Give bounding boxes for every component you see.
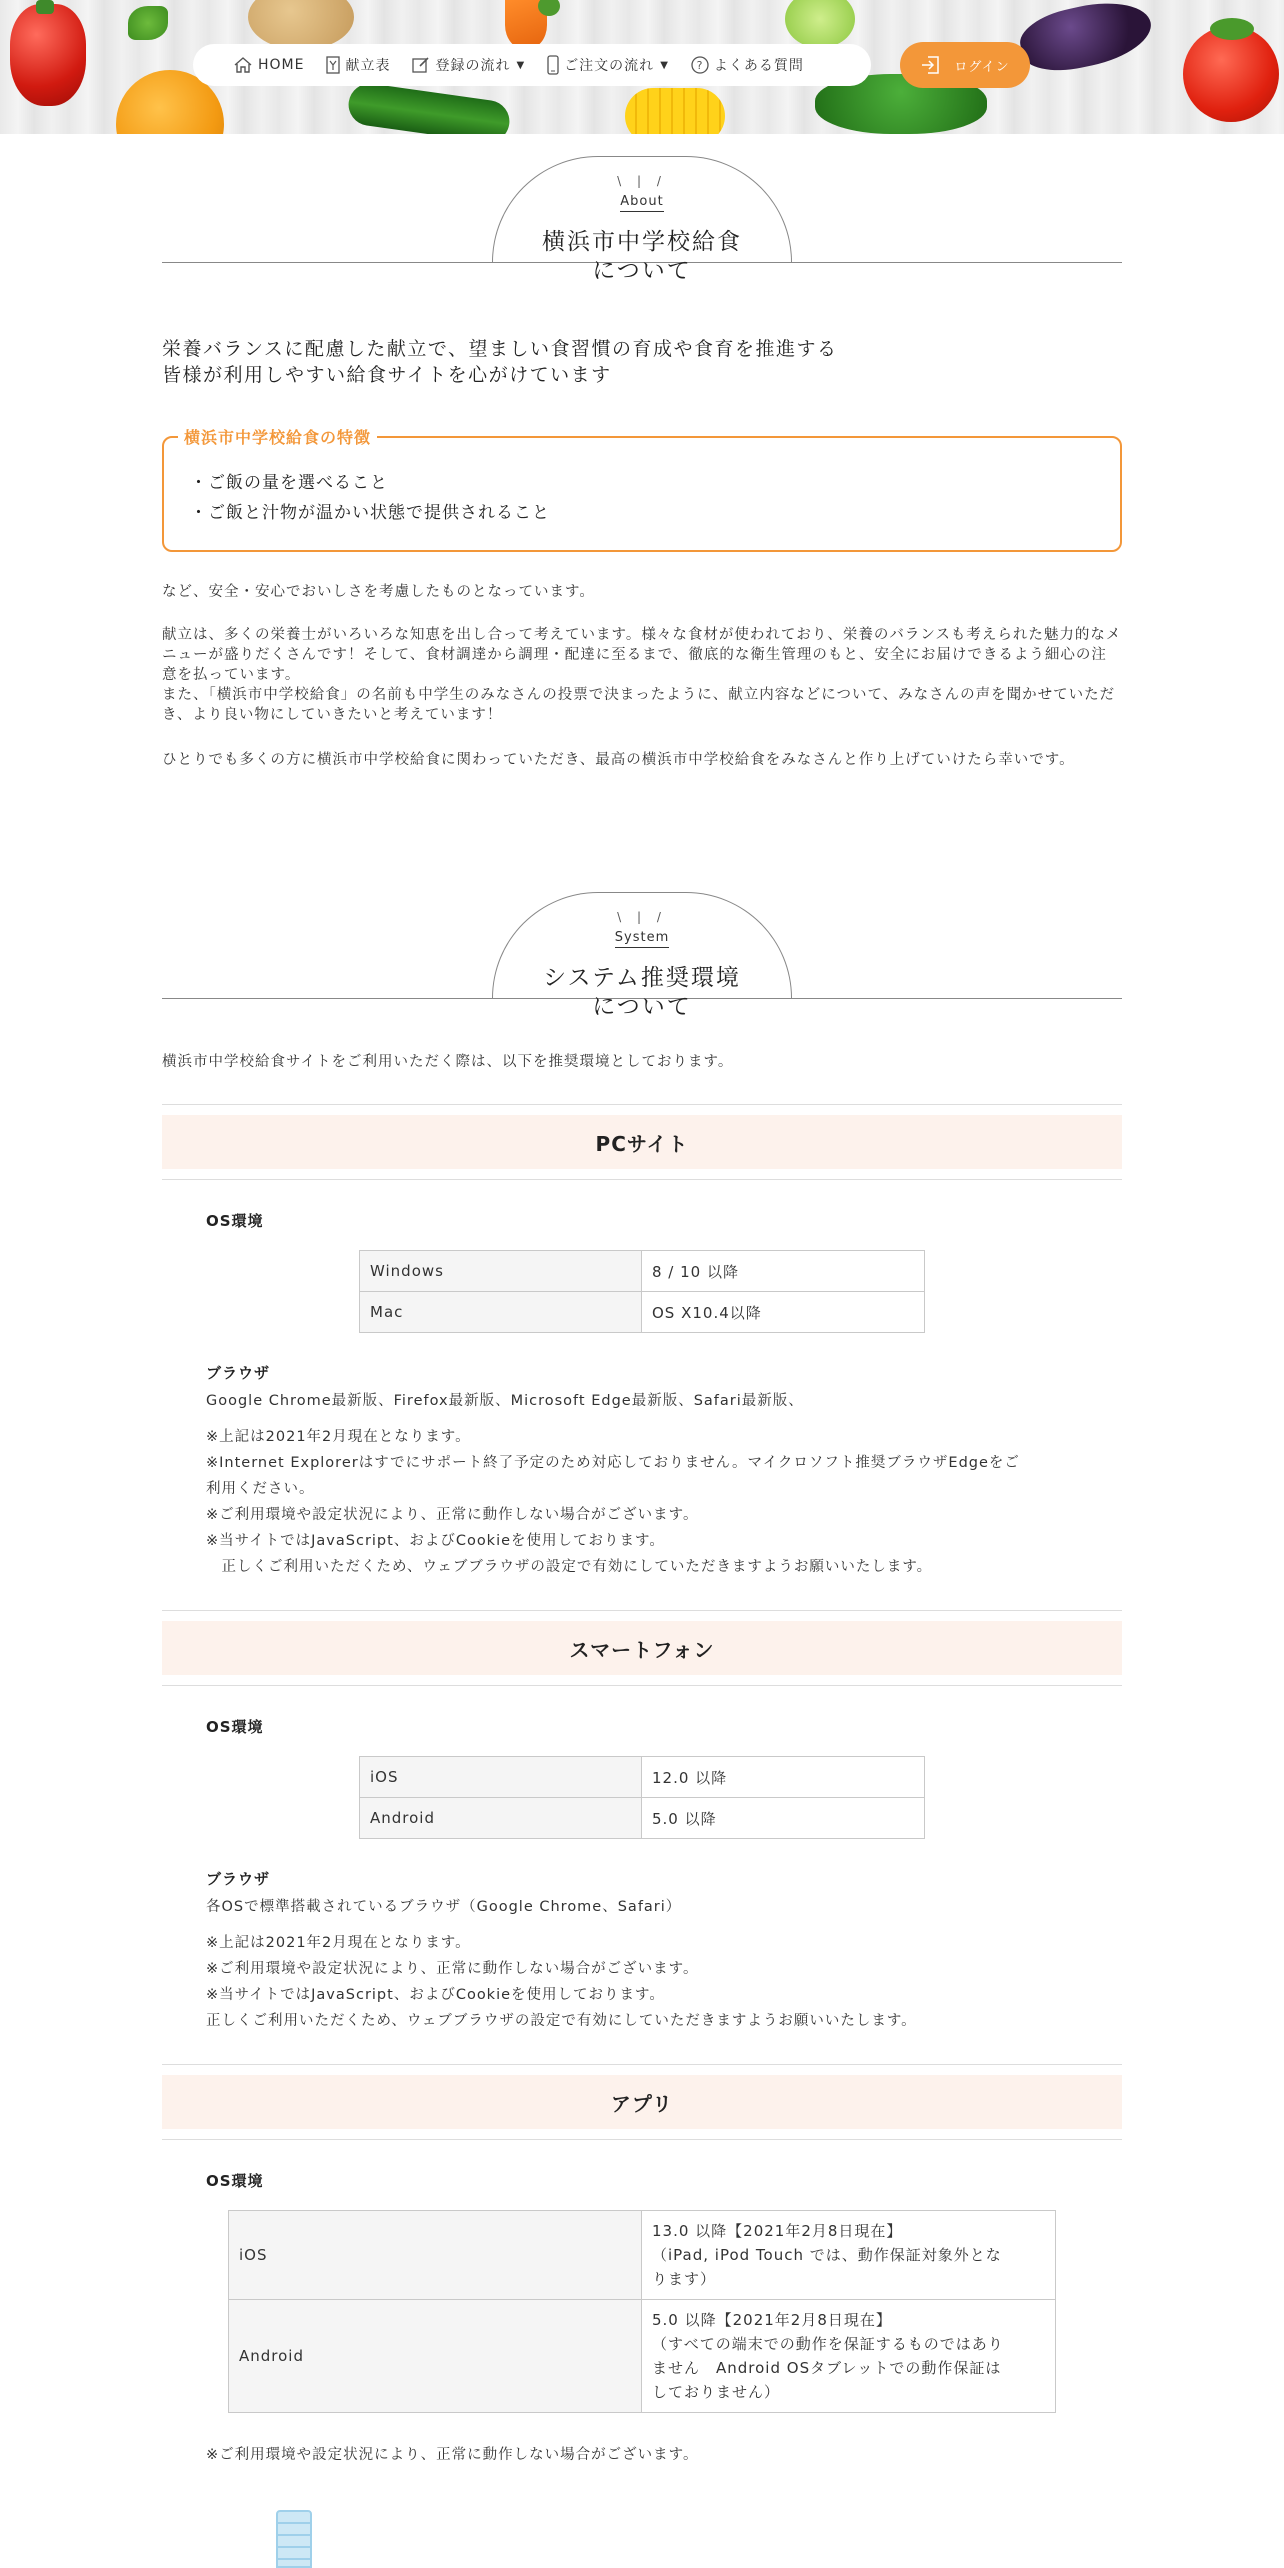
feature-item: ・ご飯と汁物が温かい状態で提供されること <box>190 503 550 523</box>
cell-line: （すべての端末での動作を保証するものではあり <box>652 2335 1004 2353</box>
phone-icon <box>547 55 559 75</box>
login-label: ログイン <box>954 59 1010 75</box>
nav-home[interactable] <box>233 56 304 74</box>
tomato-image <box>1183 26 1279 122</box>
nav-menu[interactable] <box>326 55 390 75</box>
question-icon <box>691 56 709 74</box>
note-line: 利用ください。 <box>206 1481 315 1497</box>
heading-ja <box>162 964 1122 1022</box>
pepper-stem-image <box>36 0 54 14</box>
heading-ja-line1: 横浜市中学校給食 <box>542 229 742 255</box>
about-heading <box>162 156 1122 316</box>
nav-faq[interactable] <box>691 55 804 75</box>
system-intro: 横浜市中学校給食サイトをご利用いただく際は、以下を推奨環境としております。 <box>162 1054 734 1070</box>
table-cell-value <box>642 2211 1056 2300</box>
note-line: 正しくご利用いただくため、ウェブブラウザの設定で有効にしていただきますようお願いいたします。 <box>206 1559 933 1575</box>
system-heading <box>162 892 1122 1052</box>
table-cell-key: iOS <box>229 2211 642 2300</box>
heading-en-text: System <box>615 930 669 948</box>
table-cell-key: iOS <box>360 1757 642 1798</box>
about-paragraph: 献立は、多くの栄養士がいろいろな知恵を出し合って考えています。様々な食材が使われており、栄養のバランスも考えられた魅力的なメニューが盛りだくさんです！そして、食材調達から調理・配達に至るまで、徹底的な衛生管理のもと、安全にお届けできるよう細心の注意を払っています。 <box>162 627 1122 683</box>
about-paragraph: など、安全・安心でおいしさを考慮したものとなっています。 <box>162 584 595 600</box>
eggplant-image <box>1015 0 1157 79</box>
table-row <box>229 2300 1056 2413</box>
sp-browser-text: 各OSで標準搭載されているブラウザ（Google Chrome、Safari） <box>206 1899 682 1915</box>
table-cell-value: 5.0 以降 <box>642 1798 925 1839</box>
sp-title: スマートフォン <box>162 1621 1122 1675</box>
note-line: 正しくご利用いただくため、ウェブブラウザの設定で有効にしていただきますようお願いいたします。 <box>206 2013 917 2029</box>
note-line: ※上記は2021年2月現在となります。 <box>206 1935 471 1951</box>
pc-browser-label: ブラウザ <box>206 1364 271 1382</box>
nav-registration-label: 登録の流れ <box>435 58 511 74</box>
nav-menu-label: 献立表 <box>345 58 391 74</box>
sp-os-label: OS環境 <box>206 1718 264 1736</box>
chevron-down-icon: ▼ <box>516 59 526 71</box>
note-line: ※ご利用環境や設定状況により、正常に動作しない場合がございます。 <box>206 1507 699 1523</box>
note-line: ※上記は2021年2月現在となります。 <box>206 1429 471 1445</box>
svg-text:?: ? <box>696 59 704 72</box>
pc-notes <box>206 1424 1076 1580</box>
heading-en <box>162 194 1122 209</box>
note-line: ※当サイトではJavaScript、およびCookieを使用しております。 <box>206 1987 665 2003</box>
cell-line: しておりません） <box>652 2383 781 2401</box>
table-cell-value: OS X10.4以降 <box>642 1292 925 1333</box>
feature-title: 横浜市中学校給食の特徴 <box>178 425 377 448</box>
site-header <box>0 0 1284 134</box>
carrot-leaf-image <box>538 0 560 16</box>
table-row <box>360 1251 925 1292</box>
app-band <box>162 2064 1122 2140</box>
heading-ticks: \ | / <box>617 910 667 924</box>
heading-ja <box>162 228 1122 286</box>
lead-line2: 皆様が利用しやすい給食サイトを心がけています <box>162 364 612 386</box>
feature-item: ・ご飯の量を選べること <box>190 473 388 493</box>
about-paragraph: ひとりでも多くの方に横浜市中学校給食に関わっていただき、最高の横浜市中学校給食をみなさんと作り上げていけたら幸いです。 <box>162 752 1075 768</box>
heading-ja-line2: について <box>592 994 692 1020</box>
nav-home-label: HOME <box>258 57 305 73</box>
cell-line: 13.0 以降【2021年2月8日現在】 <box>652 2222 903 2240</box>
table-row <box>360 1292 925 1333</box>
pc-os-table <box>359 1250 925 1333</box>
note-line: ※Internet Explorerはすでにサポート終了予定のため対応しておりません。マイクロソフト推奨ブラウザEdgeをご <box>206 1455 1020 1471</box>
heading-ticks: \ | / <box>617 174 667 188</box>
heading-en-text: About <box>620 194 663 212</box>
cell-line: （iPad, iPod Touch では、動作保証対象外とな <box>652 2246 1002 2264</box>
sp-browser-label: ブラウザ <box>206 1870 271 1888</box>
cucumber-image <box>346 81 512 134</box>
tomato-leaf-image <box>1210 18 1254 40</box>
table-cell-key: Mac <box>360 1292 642 1333</box>
login-button[interactable] <box>900 42 1030 88</box>
lead-line1: 栄養バランスに配慮した献立で、望ましい食習慣の育成や食育を推進する <box>162 338 838 360</box>
table-cell-value: 8 / 10 以降 <box>642 1251 925 1292</box>
table-cell-value: 12.0 以降 <box>642 1757 925 1798</box>
heading-ja-line1: システム推奨環境 <box>543 965 741 991</box>
chevron-down-icon: ▼ <box>660 59 669 71</box>
lettuce-image <box>785 0 855 48</box>
note-line: ※ご利用環境や設定状況により、正常に動作しない場合がございます。 <box>206 1961 699 1977</box>
herb-image <box>128 6 168 40</box>
cell-line: ります） <box>652 2270 717 2288</box>
about-lead <box>162 336 1122 388</box>
global-nav <box>193 44 871 86</box>
pc-title: PCサイト <box>162 1115 1122 1169</box>
app-screenshot-image <box>276 2510 312 2568</box>
pc-browser-text: Google Chrome最新版、Firefox最新版、Microsoft Edge最新版、Safari最新版、 <box>206 1393 804 1409</box>
note-line: ※当サイトではJavaScript、およびCookieを使用しております。 <box>206 1533 665 1549</box>
heading-ja-line2: について <box>592 258 692 284</box>
sp-notes <box>206 1930 1076 2034</box>
home-icon <box>233 56 253 74</box>
app-note: ※ご利用環境や設定状況により、正常に動作しない場合がございます。 <box>206 2447 699 2463</box>
table-cell-key: Android <box>360 1798 642 1839</box>
cell-line: ません Android OSタブレットでの動作保証は <box>652 2359 1002 2377</box>
table-row <box>360 1798 925 1839</box>
sp-band <box>162 1610 1122 1686</box>
edit-icon <box>412 56 430 74</box>
table-row <box>360 1757 925 1798</box>
table-cell-key: Windows <box>360 1251 642 1292</box>
nav-order[interactable] <box>547 55 669 75</box>
app-title: アプリ <box>162 2075 1122 2129</box>
nav-faq-label: よくある質問 <box>713 58 804 74</box>
feature-list <box>190 468 550 528</box>
table-cell-key: Android <box>229 2300 642 2413</box>
menu-card-icon <box>326 56 340 74</box>
app-os-label: OS環境 <box>206 2172 264 2190</box>
nav-registration[interactable] <box>412 55 525 75</box>
about-paragraph: また、「横浜市中学校給食」の名前も中学生のみなさんの投票で決まったように、献立内容などについて、みなさんの声を聞かせていただき、より良い物にしていきたいと考えています！ <box>162 687 1116 723</box>
feature-box <box>162 428 1122 552</box>
heading-en <box>162 930 1122 945</box>
nav-order-label: ご注文の流れ <box>564 58 655 74</box>
table-row <box>229 2211 1056 2300</box>
table-cell-value <box>642 2300 1056 2413</box>
potato-image <box>248 0 354 50</box>
corn-image <box>625 88 725 134</box>
app-os-table <box>228 2210 1056 2413</box>
sp-os-table <box>359 1756 925 1839</box>
pc-band <box>162 1104 1122 1180</box>
login-icon <box>920 55 940 75</box>
cell-line: 5.0 以降【2021年2月8日現在】 <box>652 2311 892 2329</box>
pc-os-label: OS環境 <box>206 1212 264 1230</box>
red-pepper-image <box>10 4 86 106</box>
